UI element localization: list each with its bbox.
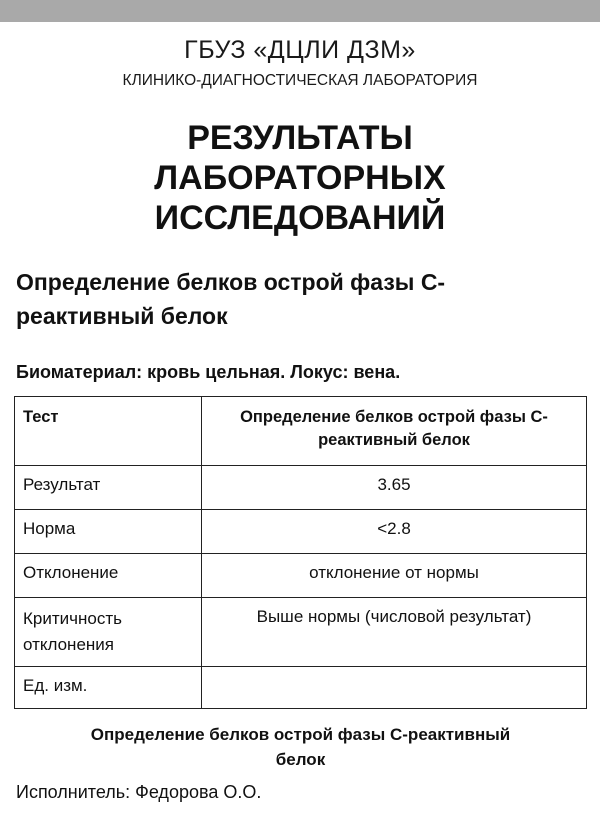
table-row: [15, 554, 587, 598]
row-label: Норма: [15, 510, 202, 554]
table-row: [15, 466, 587, 510]
page-title-line: РЕЗУЛЬТАТЫ: [187, 119, 413, 157]
footer-test-title: [14, 722, 587, 772]
header-value-cell: [202, 397, 587, 466]
test-title-line: Определение белков острой фазы С-: [16, 269, 446, 295]
test-title-line: реактивный белок: [16, 303, 228, 329]
header-value-line: реактивный белок: [318, 431, 470, 449]
row-value: <2.8: [202, 510, 587, 554]
row-label-line: Критичность: [23, 609, 122, 628]
row-label-line: отклонения: [23, 635, 114, 654]
page-title-line: ЛАБОРАТОРНЫХ: [154, 159, 446, 197]
row-label: [15, 598, 202, 667]
footer-title-line: Определение белков острой фазы С-реактивный: [90, 725, 511, 744]
results-table: [14, 396, 587, 709]
row-value: 3.65: [202, 466, 587, 510]
footer-title-line: белок: [275, 750, 326, 769]
table-row: [15, 667, 587, 709]
table-header-row: [15, 397, 587, 466]
biomaterial-info: Биоматериал: кровь цельная. Локус: вена.: [16, 362, 401, 382]
top-status-bar: [0, 0, 600, 22]
table-row: [15, 510, 587, 554]
row-value: Выше нормы (числовой результат): [202, 598, 587, 667]
row-label: Отклонение: [15, 554, 202, 598]
page-title: [0, 118, 600, 238]
header-value-line: Определение белков острой фазы С-: [240, 408, 548, 426]
page-title-line: ИССЛЕДОВАНИЙ: [154, 199, 446, 237]
table-row: [15, 598, 587, 667]
row-label: Результат: [15, 466, 202, 510]
row-value: [202, 667, 587, 709]
executor-info: Исполнитель: Федорова О.О.: [16, 782, 262, 802]
laboratory-name: КЛИНИКО-ДИАГНОСТИЧЕСКАЯ ЛАБОРАТОРИЯ: [122, 72, 478, 89]
row-value: отклонение от нормы: [202, 554, 587, 598]
header-label-cell: Тест: [15, 397, 202, 466]
organization-name: ГБУЗ «ДЦЛИ ДЗМ»: [184, 36, 416, 64]
row-label: Ед. изм.: [15, 667, 202, 709]
test-title: [16, 265, 586, 333]
